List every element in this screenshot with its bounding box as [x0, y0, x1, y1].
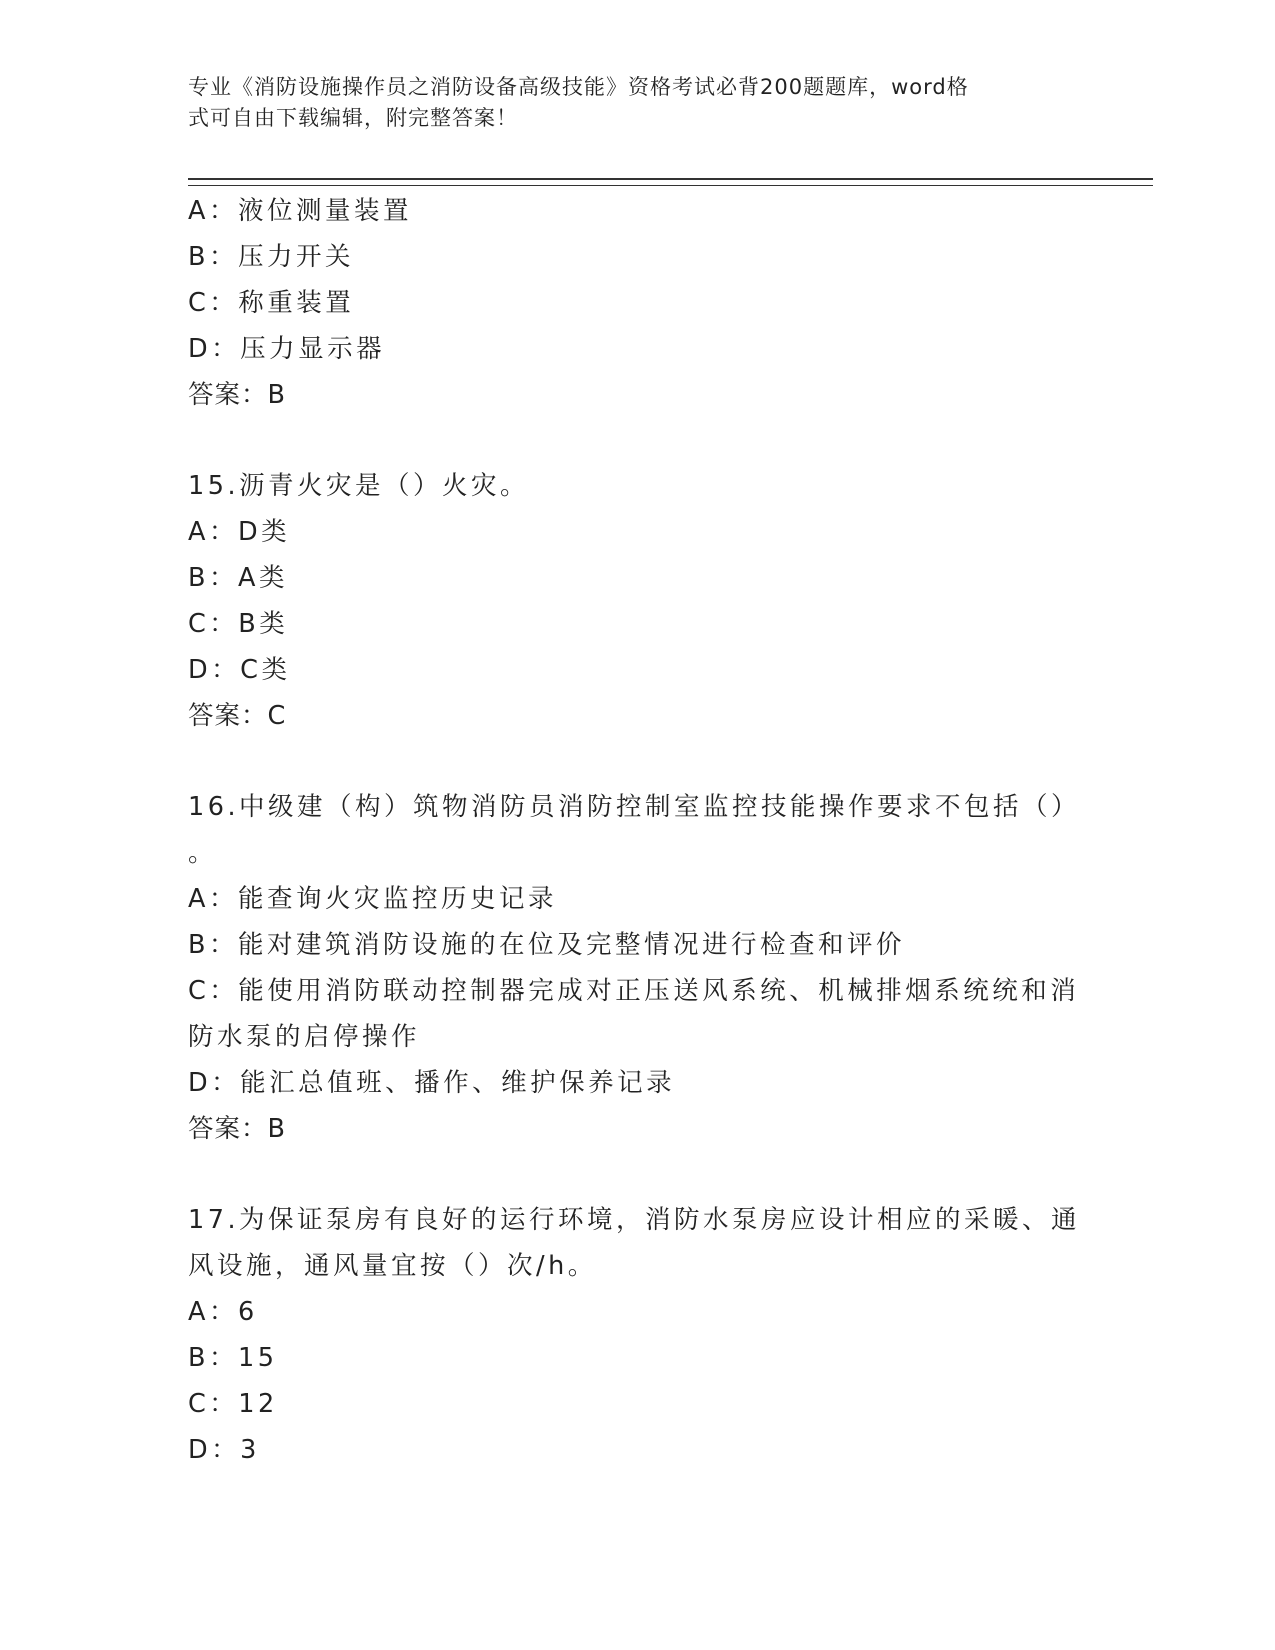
- spacer: [188, 418, 1088, 463]
- option-b: B：15: [188, 1343, 278, 1373]
- option-d: D：能汇总值班、播作、维护保养记录: [188, 1068, 676, 1098]
- option-a: A：6: [188, 1297, 258, 1327]
- question-block-17: [188, 1197, 1088, 1473]
- option-c: C：称重装置: [188, 288, 355, 318]
- document-header: [188, 72, 1068, 134]
- option-a: A：D类: [188, 517, 291, 547]
- option-b: B：压力开关: [188, 242, 354, 272]
- option-c: C：12: [188, 1389, 278, 1419]
- option-c: C：B类: [188, 609, 289, 639]
- header-divider: [188, 178, 1153, 186]
- question-block-15: [188, 463, 1088, 739]
- option-a: A：液位测量装置: [188, 196, 412, 226]
- option-c-line-2: 防水泵的启停操作: [188, 1022, 421, 1052]
- option-b: B：A类: [188, 563, 288, 593]
- question-text-line-1: 16.中级建（构）筑物消防员消防控制室监控技能操作要求不包括（）: [188, 792, 1081, 822]
- option-d: D：压力显示器: [188, 334, 386, 364]
- header-line-1: 专业《消防设施操作员之消防设备高级技能》资格考试必背200题题库，word格: [188, 75, 969, 99]
- answer: 答案：B: [188, 380, 286, 410]
- option-a: A：能查询火灾监控历史记录: [188, 884, 557, 914]
- header-line-2: 式可自由下载编辑，附完整答案！: [188, 106, 518, 130]
- option-d: D：3: [188, 1435, 260, 1465]
- spacer: [188, 739, 1088, 784]
- answer: 答案：C: [188, 701, 287, 731]
- question-block-16: [188, 784, 1088, 1152]
- option-c-line-1: C：能使用消防联动控制器完成对正压送风系统、机械排烟系统统和消: [188, 976, 1080, 1006]
- question-text-line-2: 。: [188, 838, 218, 868]
- option-d: D：C类: [188, 655, 291, 685]
- question-text-line-1: 17.为保证泵房有良好的运行环境，消防水泵房应设计相应的采暖、通: [188, 1205, 1081, 1235]
- question-block-14: [188, 188, 1088, 418]
- question-list: [188, 188, 1088, 1473]
- question-text: 15.沥青火灾是（）火灾。: [188, 471, 530, 501]
- spacer: [188, 1152, 1088, 1197]
- answer: 答案：B: [188, 1114, 286, 1144]
- option-b: B：能对建筑消防设施的在位及完整情况进行检查和评价: [188, 930, 905, 960]
- question-text-line-2: 风设施，通风量宜按（）次/h。: [188, 1251, 597, 1281]
